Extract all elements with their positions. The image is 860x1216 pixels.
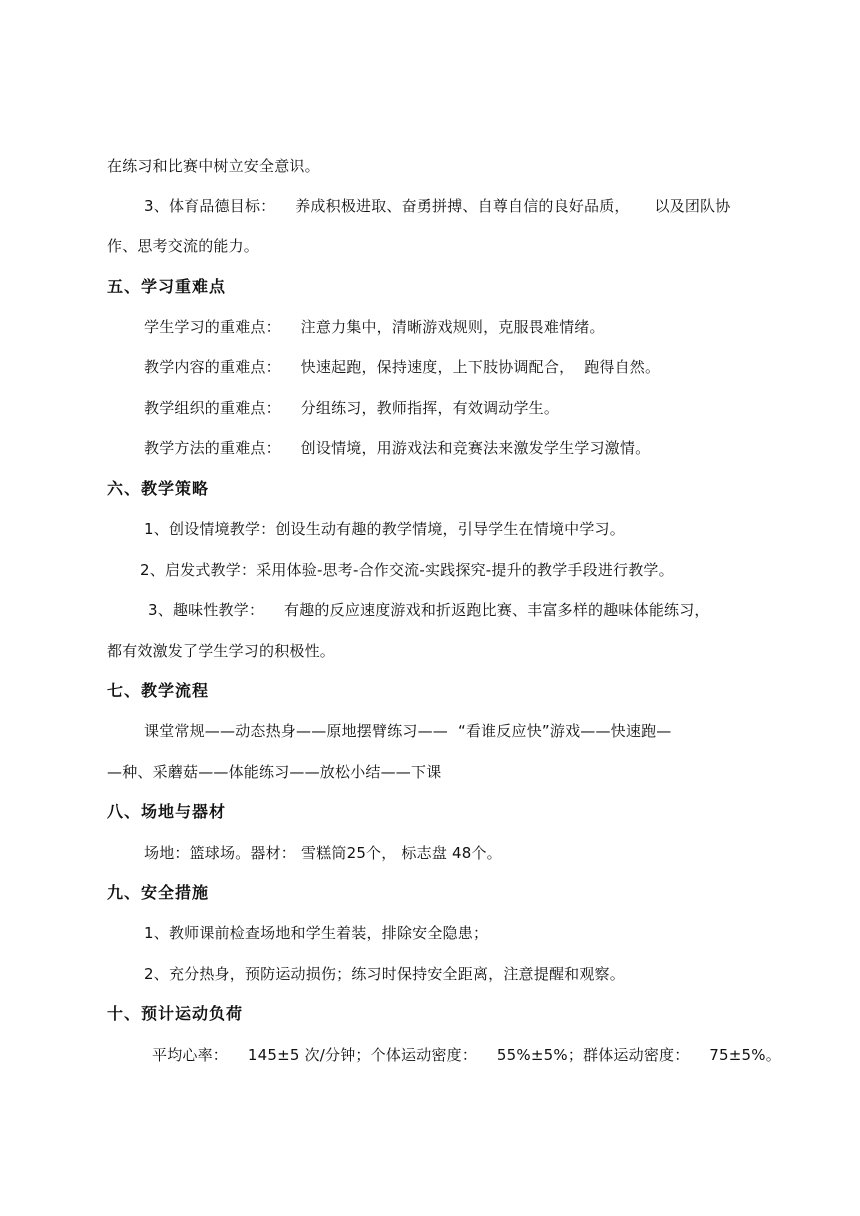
section-heading: 七、教学流程 — [107, 681, 210, 700]
paragraph-line: 2、启发式教学：采用体验-思考-合作交流-实践探究-提升的教学手段进行教学。 — [140, 561, 674, 579]
paragraph-line: 1、创设情境教学：创设生动有趣的教学情境，引导学生在情境中学习。 — [144, 520, 625, 538]
paragraph-line: 2、充分热身，预防运动损伤；练习时保持安全距离，注意提醒和观察。 — [144, 965, 625, 983]
section-heading: 八、场地与器材 — [107, 802, 227, 821]
paragraph-line: 教学组织的重难点： 分组练习，教师指挥，有效调动学生。 — [144, 399, 560, 417]
paragraph-line: 学生学习的重难点： 注意力集中，清晰游戏规则，克服畏难情绪。 — [144, 318, 605, 336]
paragraph-line: 教学内容的重难点： 快速起跑，保持速度，上下肢协调配合， 跑得自然。 — [144, 358, 661, 376]
paragraph-line: 作、思考交流的能力。 — [107, 237, 260, 255]
paragraph-line: 3、趣味性教学： 有趣的反应速度游戏和折返跑比赛、丰富多样的趣味体能练习， — [148, 601, 710, 619]
paragraph-line: 教学方法的重难点： 创设情境，用游戏法和竞赛法来激发学生学习激情。 — [144, 439, 651, 457]
paragraph-line: 平均心率： 145±5 次/分钟；个体运动密度： 55%±5%；群体运动密度： 75±5%。 — [152, 1046, 781, 1064]
paragraph-line: 场地：篮球场。器材： 雪糕筒25个， 标志盘 48个。 — [144, 844, 502, 862]
paragraph-line: 3、体育品德目标： 养成积极进取、奋勇拼搏、自尊自信的良好品质， 以及团队协 — [144, 197, 731, 215]
section-heading: 五、学习重难点 — [107, 277, 227, 296]
paragraph-line: 都有效激发了学生学习的积极性。 — [107, 642, 336, 660]
paragraph-line: 课堂常规——动态热身——原地摆臂练习—— “看谁反应快”游戏——快速跑— — [144, 722, 672, 740]
paragraph-line: 1、教师课前检查场地和学生着装，排除安全隐患； — [144, 924, 489, 942]
paragraph-line: —种、采蘑菇——体能练习——放松小结——下课 — [107, 763, 442, 781]
section-heading: 九、安全措施 — [107, 883, 210, 902]
section-heading: 六、教学策略 — [107, 479, 210, 498]
section-heading: 十、预计运动负荷 — [107, 1004, 244, 1023]
paragraph-line: 在练习和比赛中树立安全意识。 — [107, 157, 320, 175]
